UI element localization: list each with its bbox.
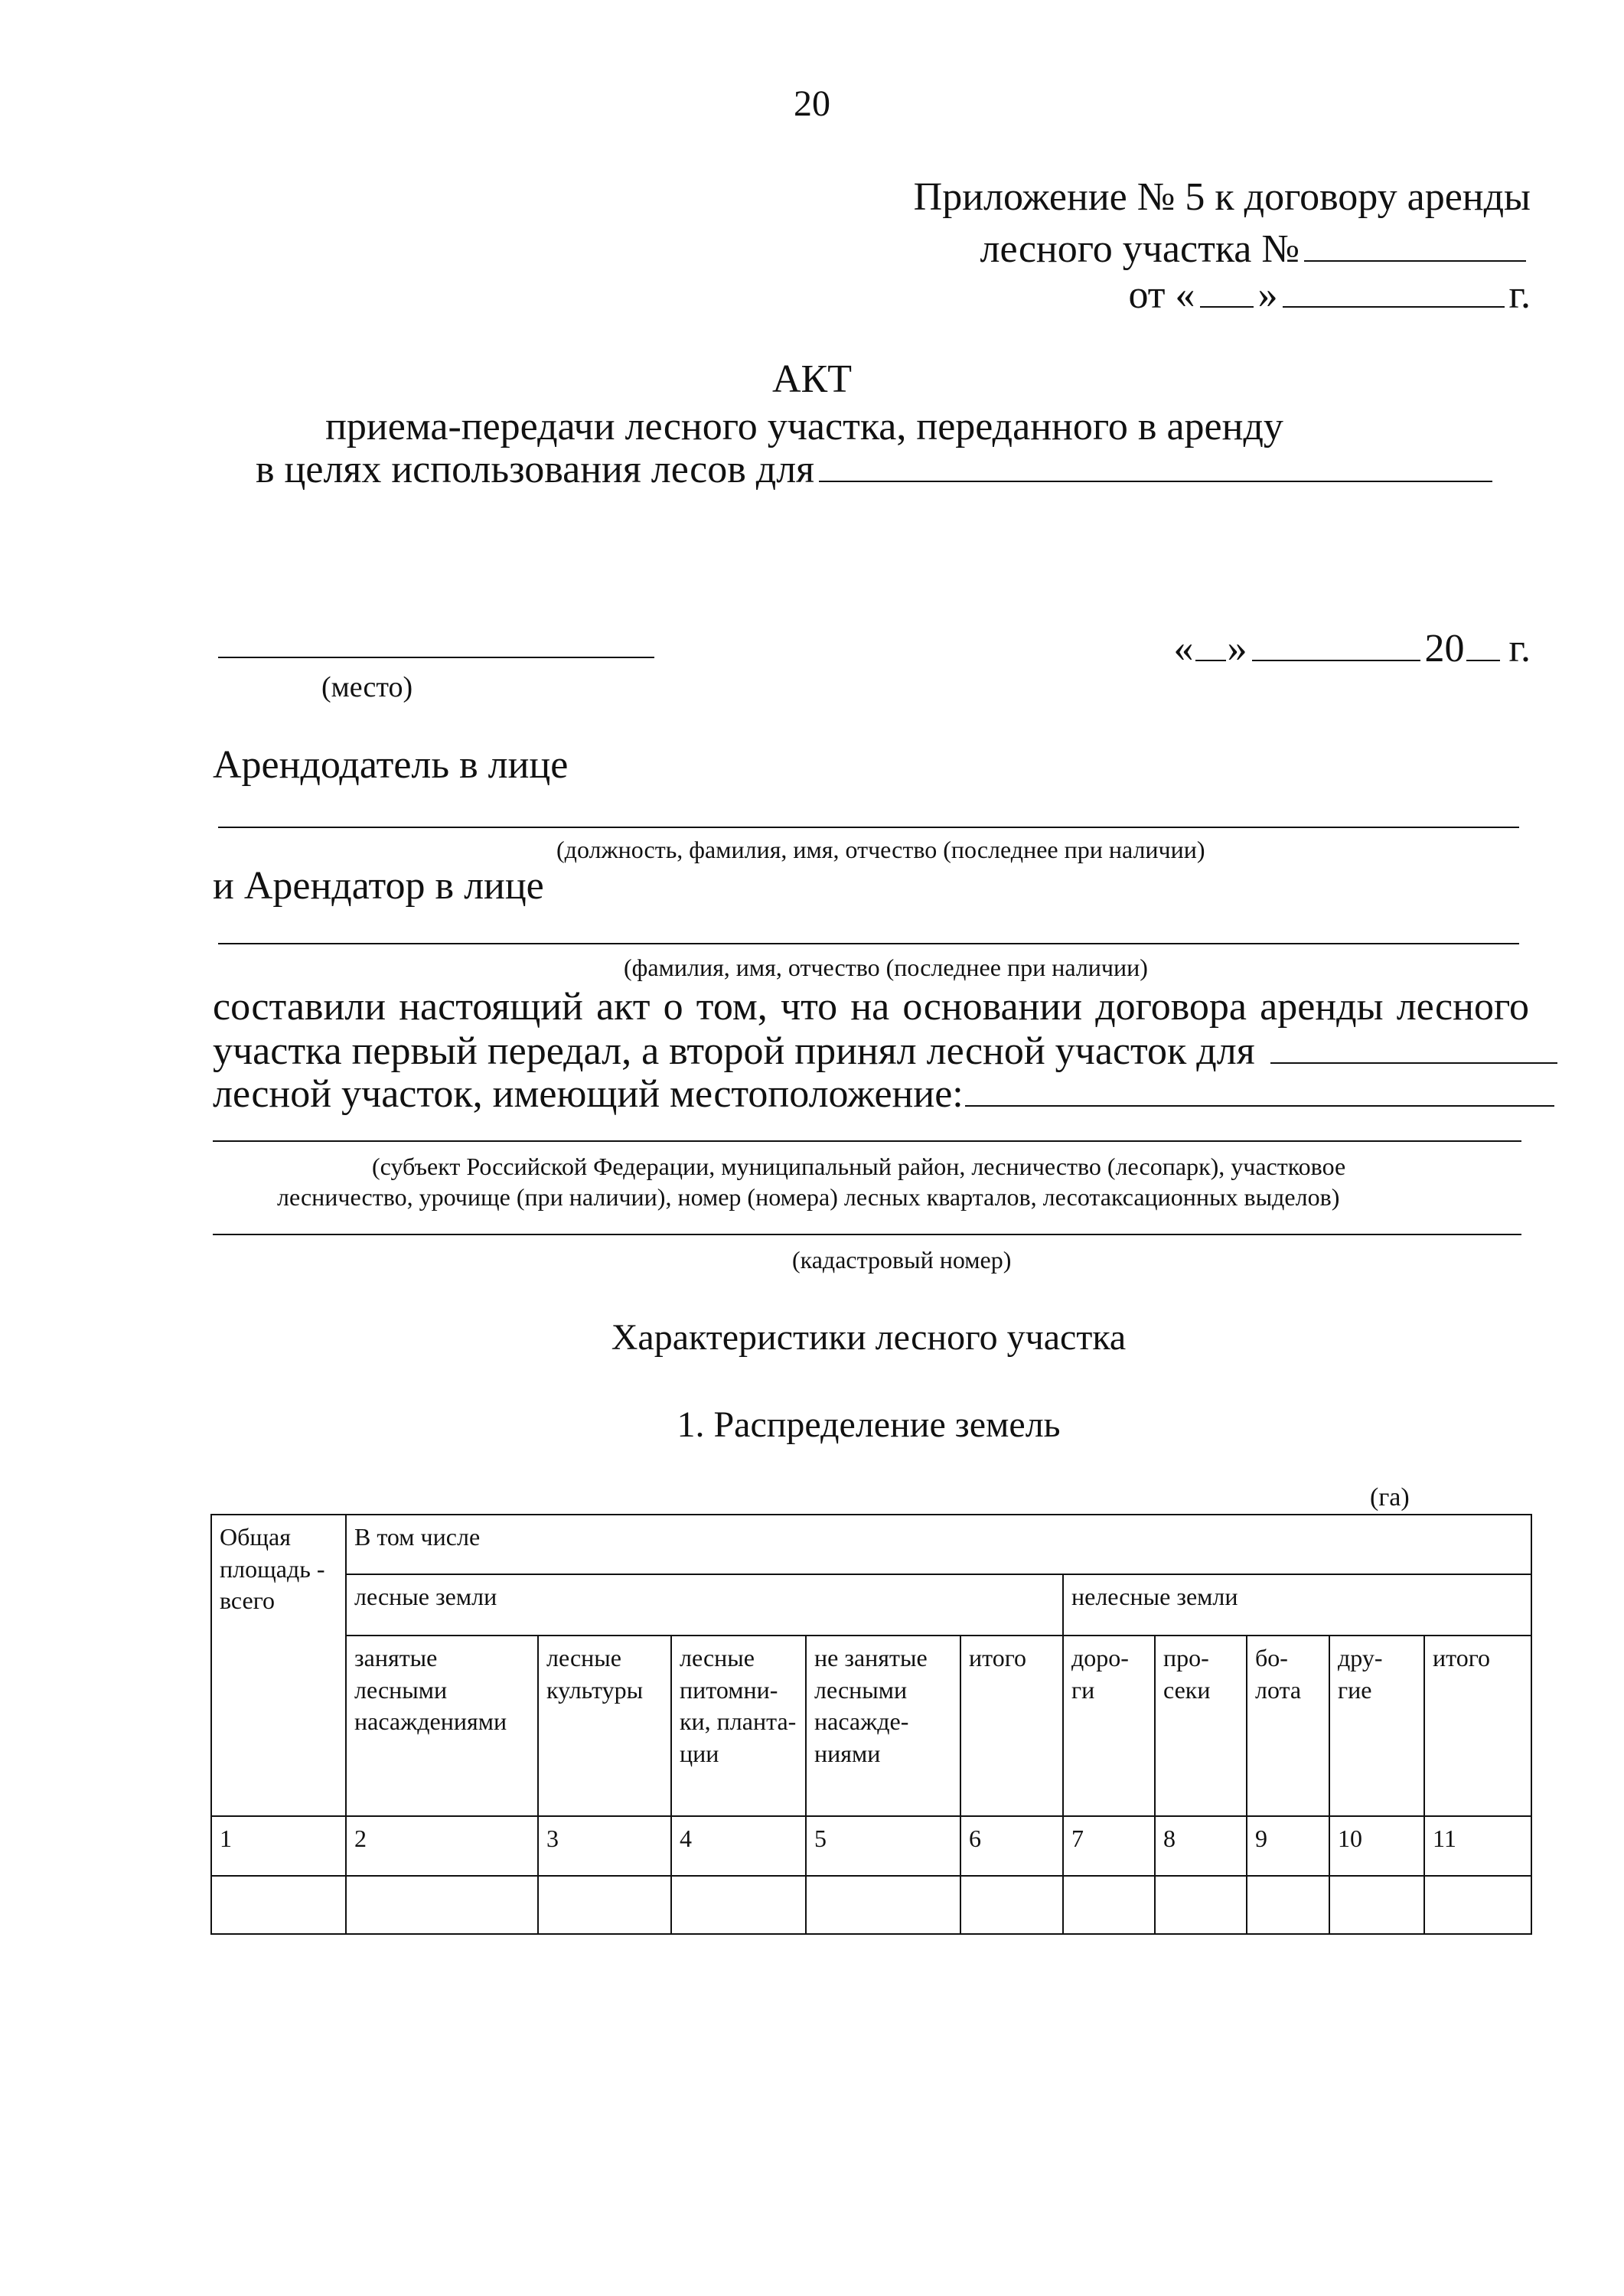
header-including: В том числе: [346, 1515, 1531, 1574]
act-subtitle-2: [256, 447, 1497, 492]
date-year-suffix: г.: [1508, 627, 1531, 670]
month-blank: [1283, 305, 1505, 308]
act-purpose-text: в целях использования лесов для: [256, 448, 815, 491]
data-cell: [1155, 1876, 1247, 1934]
data-cell: [806, 1876, 960, 1934]
appendix-line-2-text: лесного участка №: [980, 227, 1300, 271]
data-cell: [1329, 1876, 1424, 1934]
date-suffix: г.: [1508, 273, 1531, 317]
contract-number-blank: [1304, 259, 1526, 262]
appendix-line-2: [980, 227, 1531, 272]
page-number: 20: [794, 83, 830, 124]
lessor-blank: [218, 827, 1519, 828]
statement-line-2-text: участка первый передал, а второй принял лесной участок для: [213, 1029, 1255, 1073]
place-blank: [218, 657, 654, 658]
date-close-quote: »: [1227, 627, 1247, 670]
location-blank: [213, 1140, 1521, 1142]
col-number-6: 6: [960, 1816, 1063, 1876]
col-number-9: 9: [1247, 1816, 1329, 1876]
cadastral-hint: (кадастровый номер): [792, 1246, 1012, 1274]
col-number-1: 1: [211, 1816, 346, 1876]
col-swamps: бо-лота: [1247, 1636, 1329, 1816]
data-cell: [1063, 1876, 1155, 1934]
location-blank-inline: [965, 1104, 1554, 1107]
day-blank: [1200, 305, 1254, 308]
col-number-11: 11: [1424, 1816, 1531, 1876]
location-hint-line-2: лесничество, урочище (при наличии), номер (номера) лесных кварталов, лесотаксационных выделов): [277, 1183, 1340, 1211]
appendix-line-3: [1128, 272, 1531, 318]
header-nonforest-lands: нелесные земли: [1063, 1574, 1531, 1636]
data-cell: [211, 1876, 346, 1934]
act-title: АКТ: [772, 357, 852, 401]
statement-line-1: составили настоящий акт о том, что на основании договора аренды лесного: [213, 985, 1529, 1029]
land-distribution-table: [210, 1514, 1532, 1935]
purpose-blank: [819, 480, 1492, 482]
col-forest-total: итого: [960, 1636, 1063, 1816]
lessor-label: Арендодатель в лице: [213, 743, 569, 787]
data-cell: [671, 1876, 806, 1934]
col-clearings: про-секи: [1155, 1636, 1247, 1816]
col-nurseries: лесные питомни-ки, планта-ции: [671, 1636, 806, 1816]
header-total-area: Общая площадь - всего: [211, 1515, 346, 1816]
place-hint: (место): [321, 671, 413, 703]
col-forest-crops: лесные культуры: [538, 1636, 671, 1816]
date-year-prefix: 20: [1424, 627, 1465, 670]
col-nonforest-total: итого: [1424, 1636, 1531, 1816]
act-date: [1174, 626, 1531, 671]
location-hint-line-1: (субъект Российской Федерации, муниципальный район, лесничество (лесопарк), участковое: [372, 1153, 1346, 1180]
lessee-hint: (фамилия, имя, отчество (последнее при наличии): [624, 954, 1148, 981]
lessee-label: и Арендатор в лице: [213, 864, 544, 908]
col-number-3: 3: [538, 1816, 671, 1876]
col-roads: доро-ги: [1063, 1636, 1155, 1816]
statement-line-3: [213, 1071, 1559, 1117]
header-forest-lands: лесные земли: [346, 1574, 1063, 1636]
col-number-2: 2: [346, 1816, 538, 1876]
date-mid: »: [1257, 273, 1278, 317]
statement-line-3-text: лесной участок, имеющий местоположение:: [213, 1072, 964, 1116]
statement-line-2: [213, 1029, 1562, 1074]
col-number-10: 10: [1329, 1816, 1424, 1876]
col-number-4: 4: [671, 1816, 806, 1876]
col-number-7: 7: [1063, 1816, 1155, 1876]
date-month-blank: [1252, 659, 1420, 661]
col-other: дру-гие: [1329, 1636, 1424, 1816]
data-cell: [346, 1876, 538, 1934]
col-occupied-by-plantings: занятые лесными насаждениями: [346, 1636, 538, 1816]
appendix-line-1: Приложение № 5 к договору аренды: [913, 175, 1531, 219]
use-purpose-blank: [1270, 1062, 1557, 1064]
lessor-hint: (должность, фамилия, имя, отчество (последнее при наличии): [556, 836, 1205, 863]
lessee-blank: [218, 943, 1519, 944]
data-cell: [1247, 1876, 1329, 1934]
date-prefix: от «: [1128, 273, 1195, 317]
date-year-blank: [1466, 659, 1500, 661]
unit-label: (га): [1370, 1483, 1410, 1512]
data-cell: [1424, 1876, 1531, 1934]
date-day-blank: [1195, 659, 1226, 661]
section-title: Характеристики лесного участка: [611, 1317, 1127, 1358]
act-subtitle-1: приема-передачи лесного участка, переданного в аренду: [325, 405, 1283, 448]
col-number-5: 5: [806, 1816, 960, 1876]
data-cell: [538, 1876, 671, 1934]
cadastral-blank: [213, 1234, 1521, 1235]
data-cell: [960, 1876, 1063, 1934]
col-number-8: 8: [1155, 1816, 1247, 1876]
subsection-title: 1. Распределение земель: [677, 1404, 1061, 1445]
date-open-quote: «: [1173, 627, 1194, 670]
col-not-occupied: не занятые лесными насажде-ниями: [806, 1636, 960, 1816]
